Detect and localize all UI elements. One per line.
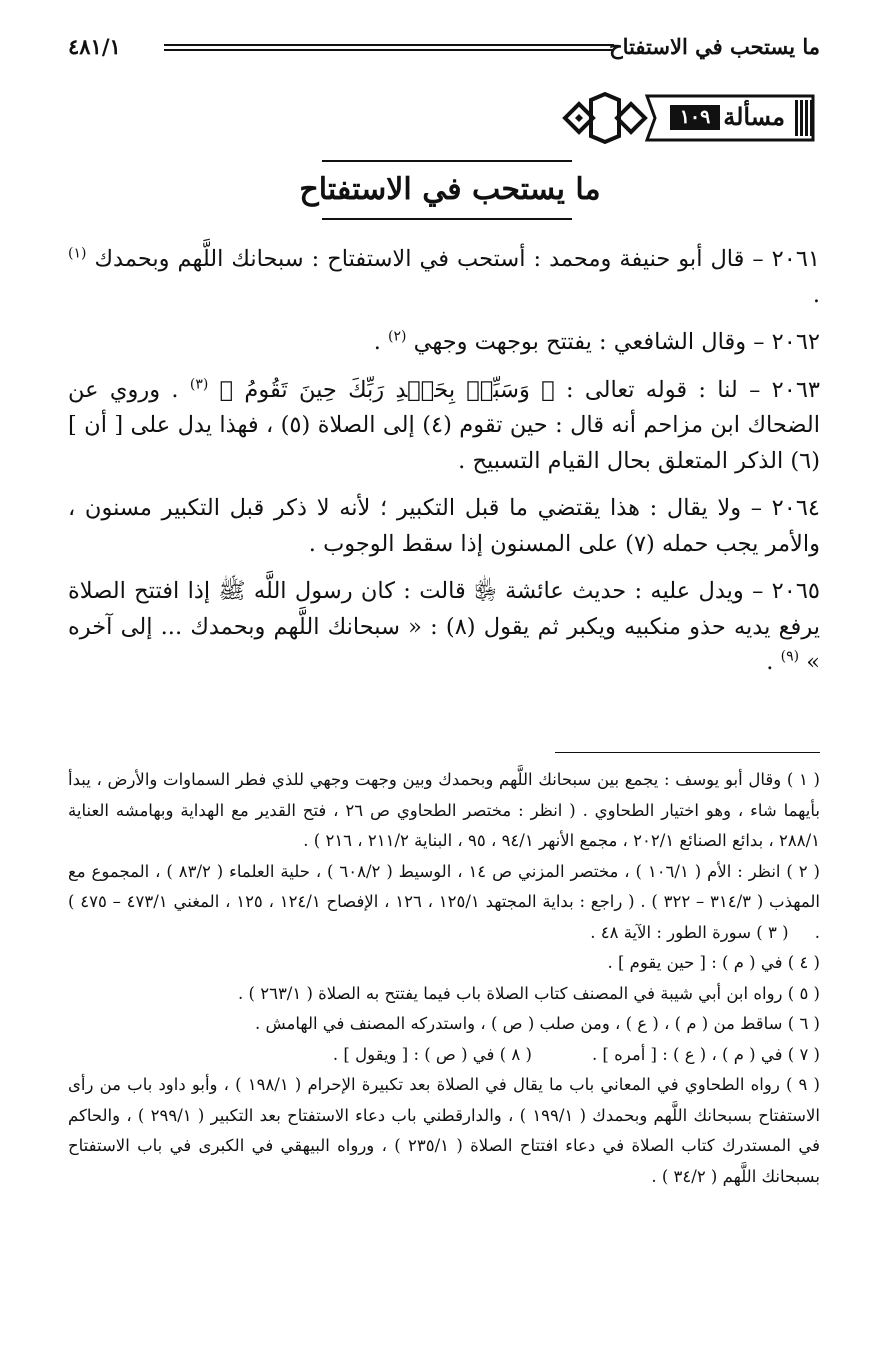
footnote-1: ( ١ ) وقال أبو يوسف : يجمع بين سبحانك اللَّهم وبحمدك وبين وجهت وجهي للذي فطر السماوات والأرض ، يبدأ بأيهما شاء ، وهو اختيار الطحاوي . ( انظر : مختصر الطحاوي ص ٢٦ ، فتح القدير مع الهداية وبهامشه العناية ٢٨٨/١ ، بدائع الصنائع ٢٠٢/١ ، مجمع الأنهر ٩٤/١ ، ٩٥ ، البناية ٢١١/٢ ، ٢١٦ ) . [68,770,820,850]
footnote-3: ( ٣ ) سورة الطور : الآية ٤٨ . [590,922,789,942]
footnote-6: ( ٦ ) ساقط من ( م ) ، ( ع ) ، ومن صلب ( ص ) ، واستدركه المصنف في الهامش . [254,1014,820,1033]
footnotes [68,765,820,1192]
footnote-8: ( ٨ ) في ( ص ) : [ ويقول ] . [332,1044,532,1064]
heading-bottom-rule [322,218,572,220]
footnote-ref: (٢) [388,328,407,345]
footnote-ref: (٩) [780,648,800,665]
paragraph-2065: ٢٠٦٥ – ويدل عليه : حديث عائشة ﵂ قالت : كان رسول اللَّه ﷺ إذا افتتح الصلاة يرفع يديه حذو منكبيه ويكبر ثم يقول (٨) : « سبحانك اللَّهم وبحمدك ... إلى آخره » $^{(٩)}$ . [68,578,820,675]
footnote-5: ( ٥ ) رواه ابن أبي شيبة في المصنف كتاب الصلاة باب فيما يفتتح به الصلاة ( ٢٦٣/١ ) . [238,983,820,1003]
issue-number: ١٠٩ [670,105,720,130]
footnotes-7-8 [68,1040,820,1071]
chapter-heading: ما يستحب في الاستفتاح [299,172,601,207]
running-header [68,34,820,64]
paragraph-2064: ٢٠٦٤ – ولا يقال : هذا يقتضي ما قبل التكبير ؛ لأنه لا ذكر قبل التكبير مسنون ، والأمر يجب حمله (٧) على المسنون إذا سقط الوجوب . [68,495,820,557]
footnote-ref: (١) [68,245,87,262]
running-header-title: ما يستحب في الاستفتاح [609,34,820,59]
issue-banner [555,90,823,146]
footnote-4: ( ٤ ) في ( م ) : [ حين يقوم ] . [607,953,820,972]
footnote-ref: (٣) [189,376,209,392]
paragraph-2062: ٢٠٦٢ – وقال الشافعي : يفتتح بوجهت وجهي $^{(٢)}$ . [373,328,820,355]
page-number: ٤٨١/١ [68,34,121,59]
issue-label: مسألة [723,102,785,131]
footnote-2: ( ٢ ) انظر : الأم ( ١٠٦/١ ) ، مختصر المزني ص ١٤ ، الوسيط ( ٦٠٨/٢ ) ، حلية العلماء ( ٨٣/٢ ) ، المجموع مع المهذب ( ٣١٤/٣ – ٣٢٢ ) . ( راجع : بداية المجتهد ١٢٥/١ ، ١٢٦ ، الإفصاح ١٢٤/١ ، ١٢٥ ، المغني ٤٧٣/١ – ٤٧٥ ) . ( ٣ ) سورة الطور : الآية ٤٨ . [68,861,820,942]
paragraph-2063: ٢٠٦٣ – لنا : قوله تعالى : ﴿ وَسَبِّحۡ بِحَمۡدِ رَبِّكَ حِينَ تَقُومُ ﴾ $^{(٣)}$ . وروي عن الضحاك ابن مزاحم أنه قال : حين تقوم (٤) إلى الصلاة (٥) ، فهذا يدل على [ أن ] (٦) الذكر المتعلق بحال القيام التسبيح . [68,376,820,474]
footnote-7: ( ٧ ) في ( م ) ، ( ع ) : [ أمره ] . [591,1044,820,1064]
header-double-rule [164,44,614,51]
main-text [68,242,820,693]
heading-top-rule [322,160,572,162]
paragraph-2061: ٢٠٦١ – قال أبو حنيفة ومحمد : أستحب في الاستفتاح : سبحانك اللَّهم وبحمدك $^{(١)}$ . [68,245,821,308]
footnote-9: ( ٩ ) رواه الطحاوي في المعاني باب ما يقال في الصلاة بعد تكبيرة الإحرام ( ١٩٨/١ ) ، وأبو داود باب من رأى الاستفتاح بسبحانك اللَّهم وبحمدك ( ١٩٩/١ ) ، والدارقطني باب دعاء الاستفتاح بعد التكبير ( ٢٩٩/١ ) ، والحاكم في المستدرك كتاب الصلاة في دعاء افتتاح الصلاة ( ٢٣٥/١ ) ، ورواه البيهقي في الكبرى في باب الاستفتاح بسبحانك اللَّهم ( ٣٤/٢ ) . [68,1075,821,1186]
footnote-separator [68,752,820,753]
